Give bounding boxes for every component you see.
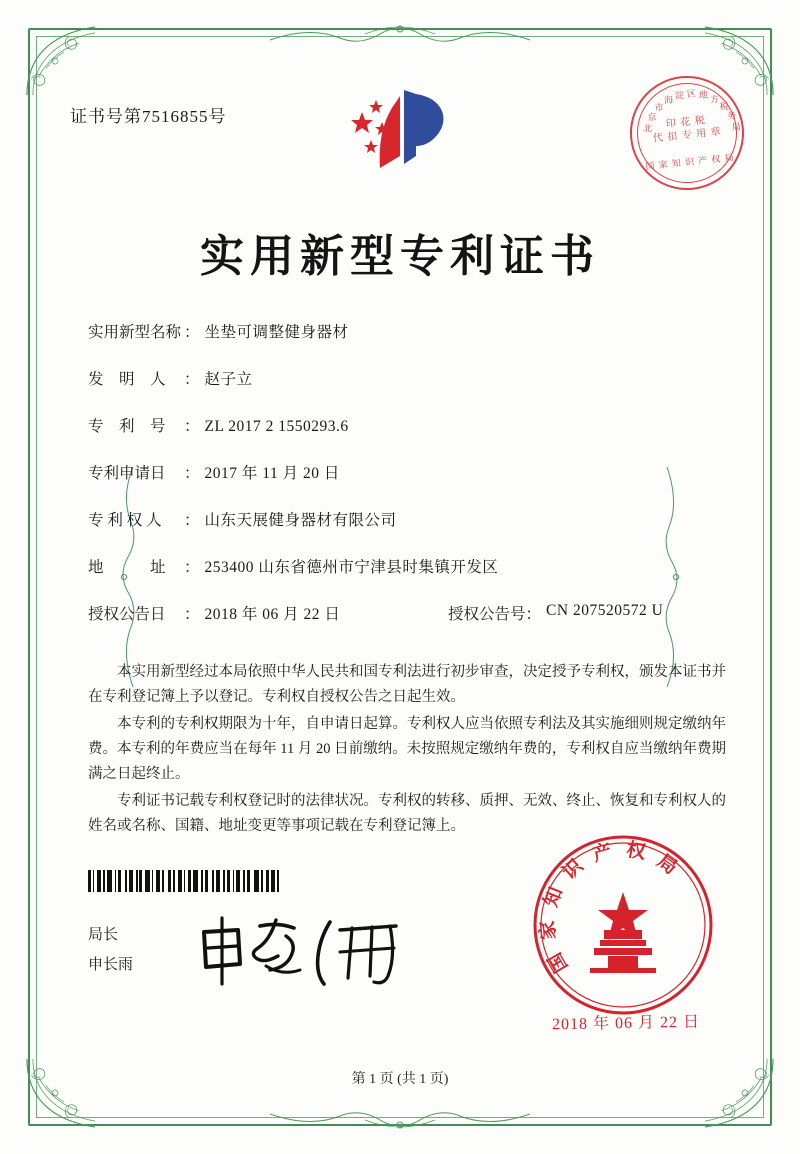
field-value: 2017 年 11 月 20 日 bbox=[204, 465, 340, 482]
field-row-inventor bbox=[88, 367, 730, 389]
grant-number-label: 授权公告号 bbox=[448, 606, 526, 623]
barcode bbox=[88, 870, 300, 892]
field-colon: ： bbox=[184, 371, 200, 388]
page-footer: 第 1 页 (共 1 页) bbox=[351, 1072, 449, 1087]
svg-text:知: 知 bbox=[540, 884, 568, 910]
fields-list bbox=[88, 320, 730, 642]
field-row-patent-number bbox=[88, 414, 730, 436]
stamp-arc-text: 北 京 市 海 淀 区 地 方 税 务 局 bbox=[642, 88, 742, 134]
field-row-patentee bbox=[88, 508, 730, 530]
field-row-address bbox=[88, 555, 730, 577]
field-label: 实用新型名称 bbox=[88, 324, 182, 341]
field-colon: ： bbox=[184, 512, 200, 529]
signature-block bbox=[88, 920, 133, 980]
field-row-application-date bbox=[88, 461, 730, 483]
svg-text:产: 产 bbox=[590, 840, 615, 867]
paragraph-3: 专利证书记载专利权登记时的法律状况。专利权的转移、质押、无效、终止、恢复和专利权人的姓名或名称、国籍、地址变更等事项记载在专利登记簿上。 bbox=[88, 793, 726, 834]
field-colon: ： bbox=[184, 418, 200, 435]
signature-name: 申长雨 bbox=[88, 957, 134, 973]
paragraph-1: 本实用新型经过本局依照中华人民共和国专利法进行初步审查，决定授予专利权，颁发本证书并在专利登记簿上予以登记。专利权自授权公告之日起生效。 bbox=[88, 664, 726, 705]
field-label: 专 利 权 人 bbox=[88, 512, 162, 529]
body-text bbox=[88, 660, 726, 841]
field-colon: ： bbox=[184, 606, 200, 623]
stamp-center-line-1: 印 花 税 bbox=[665, 114, 707, 131]
signature-role: 局长 bbox=[88, 927, 119, 943]
field-value: 253400 山东省德州市宁津县时集镇开发区 bbox=[204, 559, 499, 576]
field-colon: ： bbox=[184, 559, 200, 576]
field-label: 专 利 号 bbox=[88, 418, 166, 435]
grant-date-group bbox=[88, 602, 448, 624]
field-value: 山东天展健身器材有限公司 bbox=[204, 512, 397, 529]
official-seal bbox=[528, 830, 718, 1020]
field-value: 坐垫可调整健身器材 bbox=[204, 324, 349, 341]
field-colon: ： bbox=[525, 606, 542, 623]
svg-text:局: 局 bbox=[652, 850, 681, 879]
field-label: 地 址 bbox=[88, 559, 166, 576]
field-row-grant bbox=[88, 602, 730, 624]
grant-number-value: CN 207520572 U bbox=[546, 602, 664, 619]
field-value: 赵子立 bbox=[204, 371, 253, 388]
certificate-number: 证书号第7516855号 bbox=[70, 107, 227, 126]
field-label: 发 明 人 bbox=[88, 371, 166, 388]
cnipa-logo-icon bbox=[330, 84, 470, 176]
svg-text:国: 国 bbox=[544, 948, 573, 976]
certificate-content bbox=[60, 60, 740, 1094]
page-title: 实用新型专利证书 bbox=[200, 232, 600, 281]
edge-ornament-icon bbox=[270, 20, 530, 46]
svg-text:权: 权 bbox=[624, 839, 648, 864]
field-label: 专利申请日 bbox=[88, 465, 166, 482]
grant-date-value: 2018 年 06 月 22 日 bbox=[204, 606, 341, 623]
stamp-bottom-text: 国 家 知 识 产 权 局 bbox=[644, 152, 736, 172]
edge-ornament-icon bbox=[270, 1108, 530, 1134]
field-value: ZL 2017 2 1550293.6 bbox=[204, 418, 349, 435]
grant-date-label: 授权公告日 bbox=[88, 606, 166, 623]
field-colon: ： bbox=[184, 324, 200, 341]
handwritten-signature bbox=[190, 912, 420, 992]
stamp-center-line-2: 代 扣 专 用 章 bbox=[652, 126, 723, 145]
svg-text:家: 家 bbox=[537, 919, 560, 941]
grant-number-group bbox=[448, 602, 663, 624]
paragraph-2: 本专利的专利权期限为十年，自申请日起算。专利权人应当依照专利法及其实施细则规定缴纳年费。本专利的年费应当在每年 11 月 20 日前缴纳。未按照规定缴纳年费的，专利权自应当缴纳年费期满之日起终止。 bbox=[88, 716, 726, 782]
svg-text:识: 识 bbox=[559, 855, 588, 884]
tax-stamp bbox=[624, 70, 749, 195]
seal-date: 2018 年 06 月 22 日 bbox=[551, 1013, 701, 1034]
field-colon: ： bbox=[184, 465, 200, 482]
field-row-utility-model-name bbox=[88, 320, 730, 342]
